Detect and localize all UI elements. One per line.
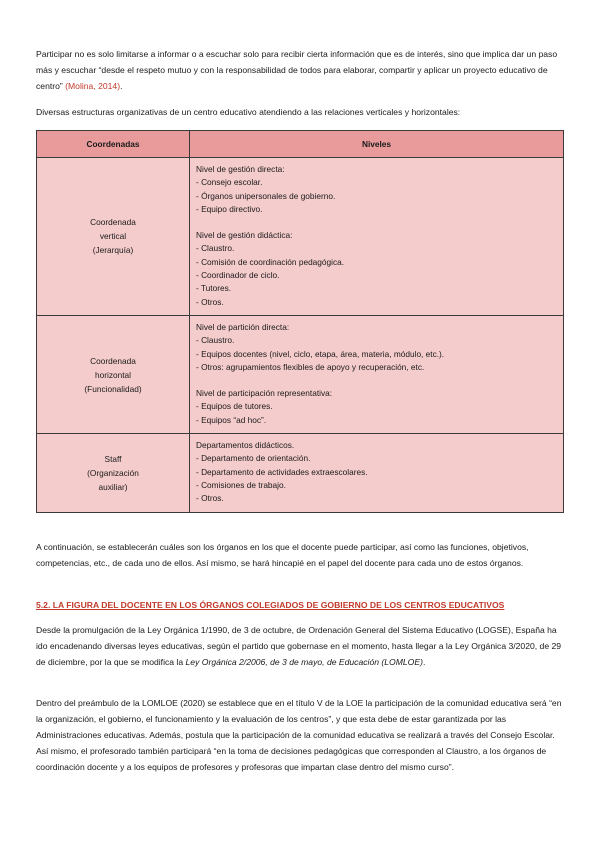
level-item: - Otros: agrupamientos flexibles de apoyo y recuperación, etc. xyxy=(196,361,425,372)
history-end: . xyxy=(422,657,426,667)
coord-cell xyxy=(37,315,190,433)
table-intro: Diversas estructuras organizativas de un centro educativo atendiendo a las relaciones verticales y horizontales: xyxy=(36,107,461,117)
levels-cell xyxy=(190,434,564,512)
table-header-row xyxy=(37,131,564,158)
level-item: - Comisiones de trabajo. xyxy=(196,479,286,490)
header-niveles: Niveles xyxy=(190,131,564,158)
level-title: Nivel de participación representativa: xyxy=(196,388,333,399)
level-title: Nivel de gestión didáctica: xyxy=(196,230,293,241)
level-item: - Departamento de actividades extraescolares. xyxy=(196,466,368,477)
level-item: - Equipo directivo. xyxy=(196,203,263,214)
citation: (Molina, 2014) xyxy=(65,81,121,91)
coord-line: (Organización xyxy=(87,467,139,478)
law-title-italic: Ley Orgánica 2/2006, de 3 de mayo, de Educación (LOMLOE) xyxy=(185,657,423,667)
coord-line: (Funcionalidad) xyxy=(84,383,142,394)
coord-line: horizontal xyxy=(95,369,131,380)
organizational-structures-table xyxy=(36,130,564,513)
history-paragraph xyxy=(36,622,566,670)
level-item: - Equipos “ad hoc”. xyxy=(196,414,267,425)
table-row xyxy=(37,158,564,316)
table-row xyxy=(37,315,564,433)
level-item: - Departamento de orientación. xyxy=(196,453,311,464)
levels-cell xyxy=(190,158,564,316)
coord-line: auxiliar) xyxy=(98,481,128,492)
level-item: - Claustro. xyxy=(196,335,235,346)
level-title: Nivel de partición directa: xyxy=(196,321,290,332)
coord-cell xyxy=(37,434,190,512)
intro-paragraph xyxy=(36,46,566,94)
level-item: - Órganos unipersonales de gobierno. xyxy=(196,190,336,201)
intro-text: Participar no es solo limitarse a informar o a escuchar solo para recibir cierta información que es de interés, sino que implica dar un paso más y escuchar “desde el respeto mutuo y con la responsabilidad de todos para elaborar, compartir y aplicar un proyecto educativo de centro” xyxy=(36,49,558,91)
coord-line: Coordenada xyxy=(90,355,136,366)
table-row xyxy=(37,434,564,512)
section-heading: 5.2. LA FIGURA DEL DOCENTE EN LOS ÓRGANOS COLEGIADOS DE GOBIERNO DE LOS CENTROS EDUCATIVOS xyxy=(36,600,505,610)
level-item: - Consejo escolar. xyxy=(196,177,263,188)
levels-cell xyxy=(190,315,564,433)
level-item: - Otros. xyxy=(196,493,224,504)
lomloe-paragraph: Dentro del preámbulo de la LOMLOE (2020) se establece que en el título V de la LOE la participación de la comunidad educativa será “en la organización, el gobierno, el funcionamiento y la evaluación de los centros”, y que esta debe de estar garantizada por las Administraciones educativas. Además, postula que la participación de la comunidad educativa se realizará a través del Consejo Escolar. Así mismo, el profesorado también participará “en la toma de decisiones pedagógicas que corresponden al Claustro, a los órganos de coordinación docente y a los equipos de profesores y profesoras que impartan clase dentro del mismo curso”. xyxy=(36,698,562,772)
level-title: Nivel de gestión directa: xyxy=(196,164,285,174)
level-item: - Equipos de tutores. xyxy=(196,401,273,412)
coord-line: vertical xyxy=(99,231,127,242)
coord-line: (Jerarquía) xyxy=(92,245,134,256)
level-title: Departamentos didácticos. xyxy=(196,440,295,451)
level-item: - Otros. xyxy=(196,296,224,307)
header-coordenadas: Coordenadas xyxy=(37,131,190,158)
history-text: Desde la promulgación de la Ley Orgánica 1/1990, de 3 de octubre, de Ordenación General del Sistema Educativo (LOGSE), España ha ido encadenando diversas leyes educativas, según el partido que gobernase en el momento, hasta llegar a la Ley Orgánica 3/2020, de 29 de diciembre, por la que se modifica la xyxy=(36,625,562,667)
level-item: - Tutores. xyxy=(196,283,232,294)
coord-line: Coordenada xyxy=(90,217,136,228)
level-item: - Equipos docentes (nivel, ciclo, etapa, área, materia, módulo, etc.). xyxy=(196,348,445,359)
coord-cell xyxy=(37,158,190,316)
level-item: - Coordinador de ciclo. xyxy=(196,270,280,281)
after-table-paragraph: A continuación, se establecerán cuáles son los órganos en los que el docente puede participar, así como las funciones, objetivos, competencias, etc., de cada uno de ellos. Así mismo, se hará hincapié en el papel del docente para cada uno de estos órganos. xyxy=(36,542,529,568)
level-item: - Comisión de coordinación pedagógica. xyxy=(196,256,345,267)
coord-line: Staff xyxy=(104,453,122,464)
intro-end: . xyxy=(120,81,123,91)
level-item: - Claustro. xyxy=(196,243,235,254)
